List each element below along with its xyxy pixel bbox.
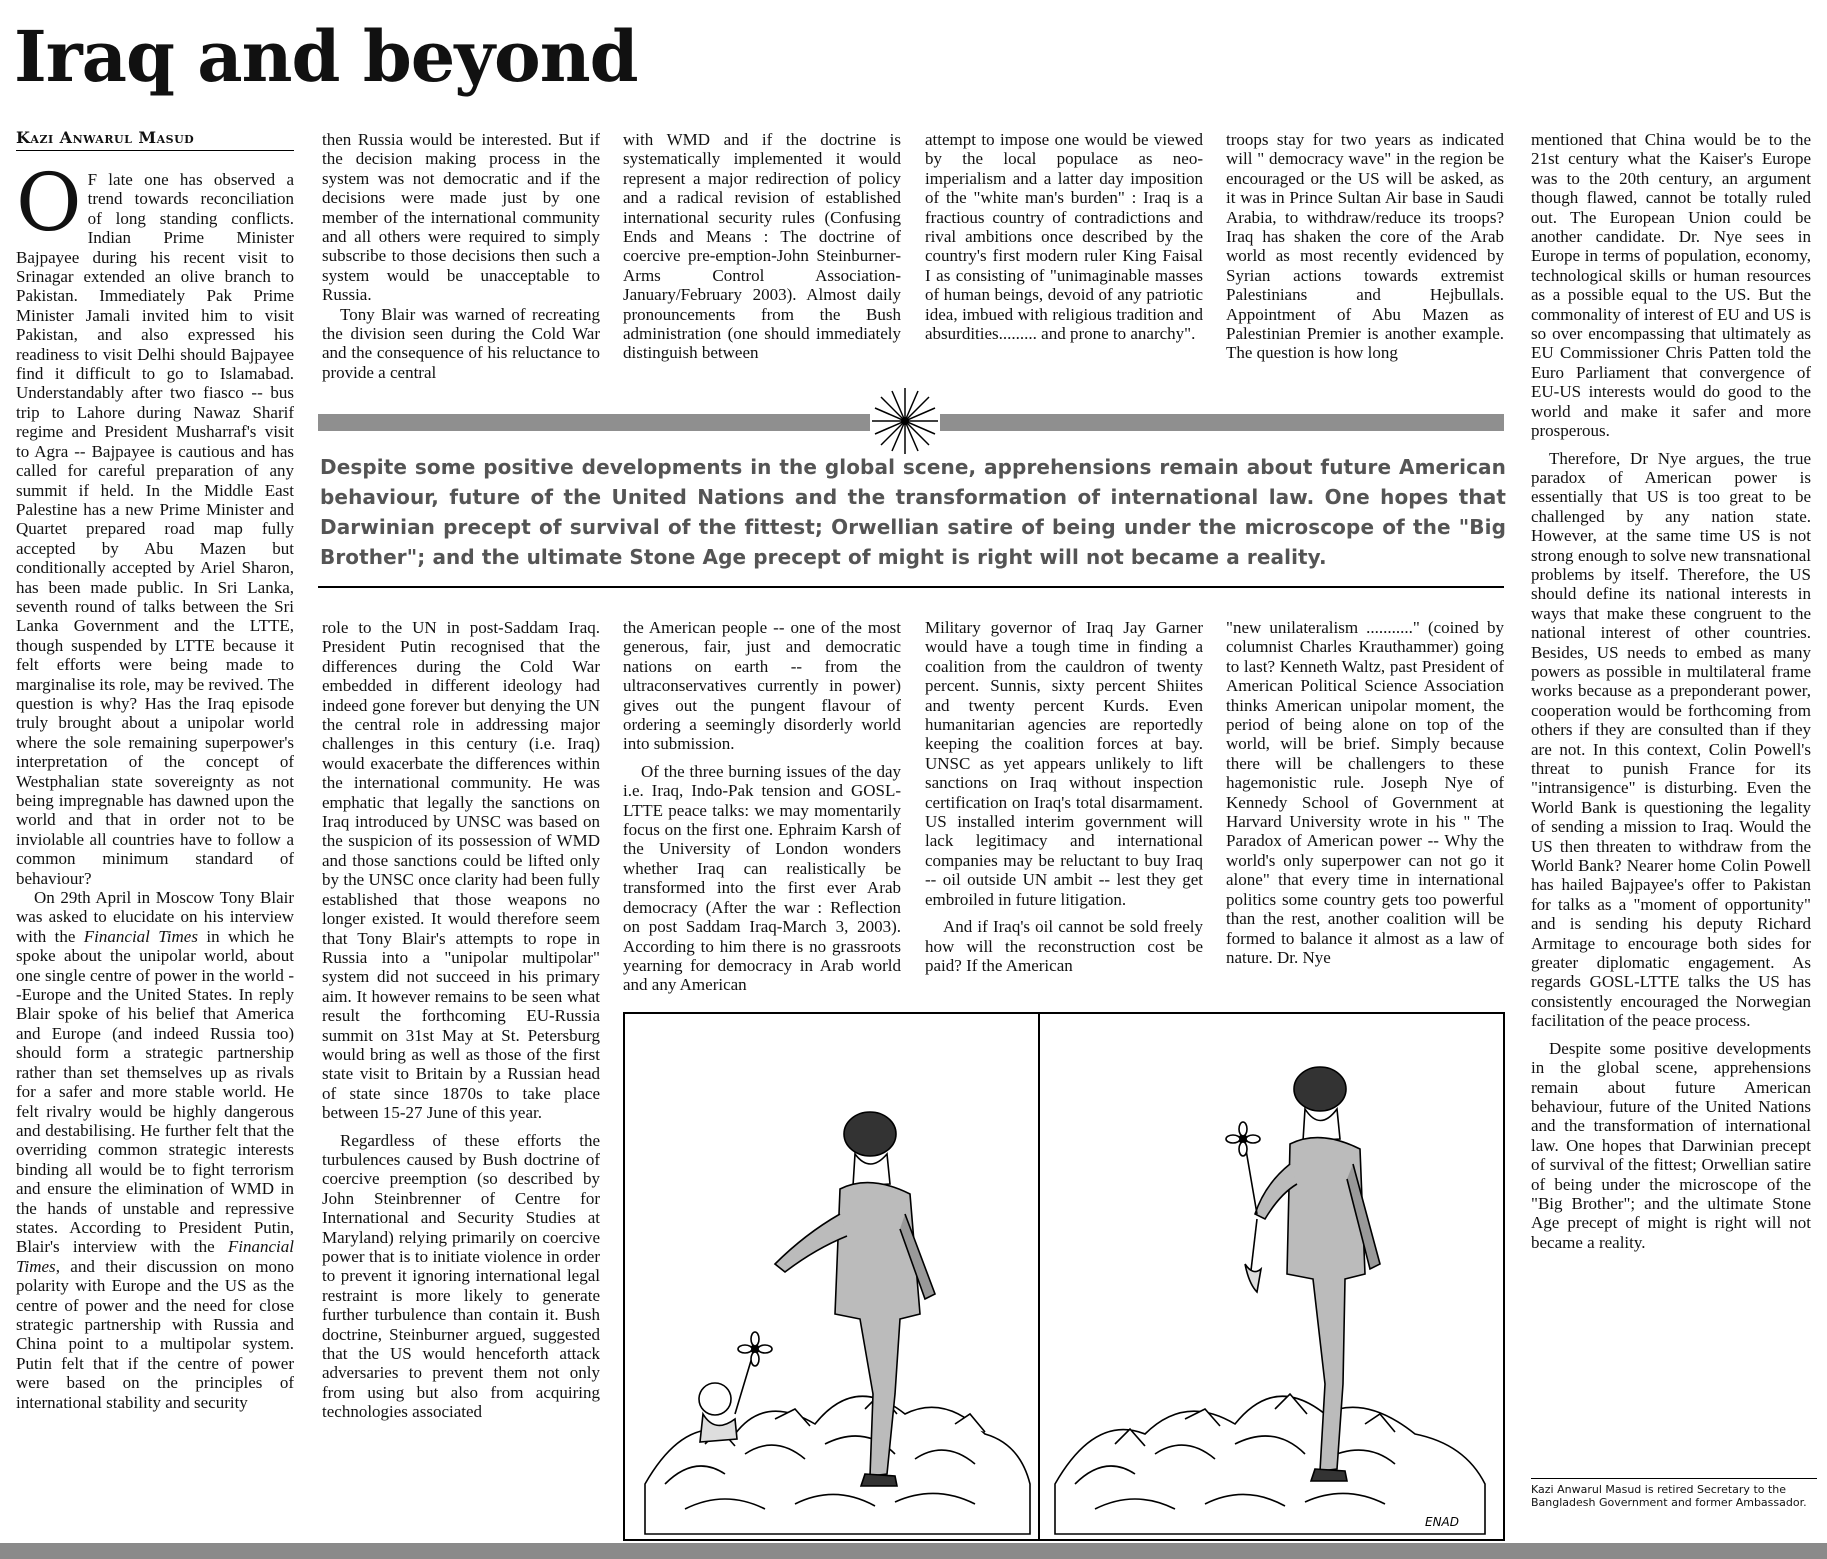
flower-right [1226, 1122, 1261, 1292]
column-3-bottom [623, 618, 901, 1006]
starburst-icon [870, 386, 940, 456]
col2-top-paragraph-2: Tony Blair was warned of recreating the division seen during the Cold War and the consequence of his reluctance to provide a central [322, 304, 600, 382]
col4-bottom-paragraph-2: And if Iraq's oil cannot be sold freely how will the reconstruction cost be paid? If the American [925, 917, 1203, 975]
col2-bottom-paragraph-2: Regardless of these efforts the turbulences caused by Bush doctrine of coercive preemption (so described by John Steinbrenner of Centre for International and Security Studies at Maryland) relying primarily on coercive power that is to initiate violence in order to prevent it ignoring international legal restraint is more likely to generate further turbulence than contain it. Bush doctrine, Steinburner argued, suggested that the US would henceforth attack adversaries to prevent them not only from using but also from acquiring technologies associated [322, 1130, 600, 1422]
col5-top-paragraph-1: troops stay for two years as indicated will " democracy wave" in the region be encouraged or the US will be asked, as it was in Prince Sultan Air base in Saudi Arabia, to withdraw/reduce its troops? Iraq has shaken the core of the Arab world as most recently evidenced by Syrian actions towards extremist Palestinians and Hejbullals. Appointment of Abu Mazen as Palestinian Premier is another example. The question is how long [1226, 130, 1504, 363]
pullquote-bottom-rule [318, 586, 1504, 588]
column-1 [16, 170, 294, 1542]
column-2-bottom [322, 618, 600, 1542]
byline: Kazi Anwarul Masud [16, 128, 294, 151]
col1-paragraph-1: O F late one has observed a trend towards reconciliation of long standing conflicts. Indian Prime Minister Bajpayee during his recent visit to Srinagar extended an olive branch to Pakistan. Immediately Pak Prime Minister Jamali invited him to visit Pakistan, and also expressed his readiness to visit Delhi should Bajpayee find it difficult to go to Islamabad. Understandably after two fiasco -- bus trip to Lahore during Nawaz Sharif regime and President Musharraf's visit to Agra -- Bajpayee is cautious and has called for careful preparation of any summit if held. In the Middle East Palestine has a new Prime Minister and Quartet prepared road map fully accepted by Abu Mazen but conditionally accepted by Ariel Sharon, has been made public. In Sri Lanka, seventh round of talks between the Sri Lanka Government and the LTTE, though suspended by LTTE because it felt efforts were being made to marginalise its role, may be revived. The question is why? Has the Iraq episode truly brought about a unipolar world where the sole remaining superpower's interpretation of the concept of Westphalian state sovereignty as not being impregnable has dawned upon the world and that in order not to be inviolable all countries have to follow a common minimum standard of behaviour? [16, 170, 294, 888]
cartoonist-signature: ENAD [1425, 1515, 1460, 1529]
col1-paragraph-2: On 29th April in Moscow Tony Blair was asked to elucidate on his interview with the Financial Times in which he spoke about the unipolar world, about one single centre of power in the world --Europe and the United States. In reply Blair spoke of his belief that America and Europe (and indeed Russia too) should form a strategic partnership rather than set themselves up as rivals for a safer and more stable world. He felt rivalry would be highly dangerous and destabilising. He further felt that the overriding common strategic interests binding all would be to fight terrorism and ensure the elimination of WMD in the hands of unstable and repressive states. According to President Putin, Blair's interview with the Financial Times, and their discussion on mono polarity with Europe and the US as the centre of power and the need for close strategic partnership with Russia and China point to a multipolar system. Putin felt that if the centre of power were based on the principles of international stability and security [16, 888, 294, 1412]
col3-top-paragraph-1: with WMD and if the doctrine is systematically implemented it would represent a major redirection of policy and a radical revision of established international security rules (Confusing Ends and Means : The doctrine of coercive pre-emption-John Steinburner-Arms Control Association-January/February 2003). Almost daily pronouncements from the Bush administration (one should immediately distinguish between [623, 130, 901, 363]
flower-icon [738, 1332, 772, 1366]
col3-bottom-paragraph-1: the American people -- one of the most generous, fair, just and democratic nations on earth -- from the ultraconservatives currently in power) gives out the pungent flavour of ordering a seemingly disorderly world into submission. [623, 618, 901, 754]
publication-name: Financial Times [16, 1237, 294, 1276]
col3-bottom-paragraph-2: Of the three burning issues of the day i.e. Iraq, Indo-Pak tension and GOSL-LTTE peace talks: we may momentarily focus on the first one. Ephraim Karsh of the University of London wonders whether Iraq can realistically be transformed into the first ever Arab democracy (After the war : Reflection on post Saddam Iraq-March 3, 2003). According to him there is no grassroots yearning for democracy in Arab world and any American [623, 761, 901, 995]
col6-paragraph-3: Despite some positive developments in the global scene, apprehensions remain about future American behaviour, future of the United Nations and the transformation of international law. One hopes that Darwinian precept of survival of the fittest; Orwellian satire of being under the microscope of the "Big Brother"; and the ultimate Stone Age precept of might is right will not became a reality. [1531, 1038, 1811, 1252]
column-5-top [1226, 130, 1504, 402]
col4-bottom-paragraph-1: Military governor of Iraq Jay Garner would have a tough time in finding a coalition from the cauldron of twenty percent. Sunnis, sixty percent Shiites and twenty percent Kurds. Even humanitarian agencies are reportedly keeping the coalition forces at bay. UNSC as yet appears unlikely to lift sanctions on Iraq without inspection certification on Iraq's total disarmament. US installed interim government will lack legitimacy and international companies may be reluctant to buy Iraq -- oil outside UN ambit -- lest they get embroiled in future litigation. [925, 618, 1203, 909]
column-4-bottom [925, 618, 1203, 1006]
col6-paragraph-1: mentioned that China would be to the 21st century what the Kaiser's Europe was to the 20th century, an argument though flawed, cannot be totally ruled out. The European Union could be another candidate. Dr. Nye sees in Europe in terms of population, economy, technological skills or human resources as a possible equal to the US. But the commonality of interest of EU and US is so over encompassing that ultimately as EU Commissioner Chris Patten told the Euro Parliament that convergence of EU-US interests would do good to the world and make it safer and more prosperous. [1531, 130, 1811, 441]
col2-top-paragraph-1: then Russia would be interested. But if the decision making process in the system was not democratic and if the decisions were made just by one member of the international community and all others were required to simply subscribe to those decisions then such a system would be unacceptable to Russia. [322, 130, 600, 305]
publication-name: Financial Times [83, 926, 198, 946]
col5-bottom-paragraph-1: "new unilateralism ..........." (coined by columnist Charles Krauthammer) going to last? Kenneth Waltz, past President of American Political Science Association thinks American unipolar moment, the period of being alone on top of the world, will be brief. Simply because there will be challengers to these hagemonistic rule. Joseph Nye of Kennedy School of Government at Harvard University wrote in his " The Paradox of American power -- Why the world's only superpower can not go it alone" that every time in international politics some country gets too powerful than the rest, another coalition will be formed to balance it almost as a law of nature. Dr. Nye [1226, 618, 1504, 967]
cartoon-illustration [623, 1012, 1505, 1541]
drop-cap: O [16, 170, 82, 249]
column-6 [1531, 130, 1811, 1450]
col6-paragraph-2: Therefore, Dr Nye argues, the true paradox of American power is essentially that US is too great to be challenged by any nation state. However, at the same time US is not strong enough to solve new transnational problems by itself. Therefore, the US should define its national interests in ways that make these congruent to the national interest of other countries. Besides, US needs to embed as many powers as possible in multilateral frame works because as a preponderant power, cooperation would be forthcoming from others if they are consulted than if they are not. In this context, Colin Powell's threat to punish France for its "intransigence" is disturbing. Even the World Bank is questioning the legality of sending a mission to Iraq. Would the US then threaten to withdraw from the World Bank? Nearer home Colin Powell has hailed Bajpayee's offer to Pakistan for talks as a "moment of opportunity" and is sending his deputy Richard Armitage to encourage both sides for greater diplomatic engagement. As regards GOSL-LTTE talks the US has consistently encouraged the Norwegian facilitation of the peace process. [1531, 448, 1811, 1031]
column-2-top [322, 130, 600, 402]
headline: Iraq and beyond [14, 15, 638, 98]
page-bottom-bar [0, 1543, 1827, 1559]
rubble-right [1055, 1394, 1485, 1534]
col2-bottom-paragraph-1: role to the UN in post-Saddam Iraq. President Putin recognised that the differences during the Cold War embedded in different ideology had indeed gone forever but denying the UN the central role in addressing major challenges in this century (i.e. Iraq) would exacerbate the differences within the international community. He was emphatic that legally the sanctions on Iraq introduced by UNSC was based on the suspicion of its possession of WMD and those sanctions could be lifted only by the UNSC once clarity had been fully established that those weapons no longer existed. It would therefore seem that Tony Blair's attempts to rope in Russia into a "unipolar multipolar" system did not succeed in his primary aim. It however remains to be seen what result the forthcoming EU-Russia summit on 31st May at St. Petersburg would bring as well as those of the first state visit to Britain by a Russian head of state since 1870s to take place between 15-27 June of this year. [322, 618, 600, 1123]
column-5-bottom [1226, 618, 1504, 1006]
col4-top-paragraph-1: attempt to impose one would be viewed by the local populace as neo-imperialism and a latter day imposition of the "white man's burden" : Iraq is a fractious country of contradictions and rival ambitions once described by the country's first modern ruler King Faisal I as consisting of "unimaginable masses of human beings, devoid of any patriotic idea, imbued with religious tradition and absurdities......... and prone to anarchy". [925, 130, 1203, 344]
column-4-top [925, 130, 1203, 402]
cartoon-drawing [625, 1014, 1503, 1539]
flower-icon [1226, 1122, 1260, 1156]
pull-quote: Despite some positive developments in the global scene, apprehensions remain about future American behaviour, future of the United Nations and the transformation of international law. One hopes that Darwinian precept of survival of the fittest; Orwellian satire of being under the microscope of the "Big Brother"; and the ultimate Stone Age precept of might is right will not became a reality. [320, 455, 1506, 569]
column-3-top [623, 130, 901, 402]
author-note: Kazi Anwarul Masud is retired Secretary to the Bangladesh Government and former Ambassador. [1531, 1478, 1817, 1509]
